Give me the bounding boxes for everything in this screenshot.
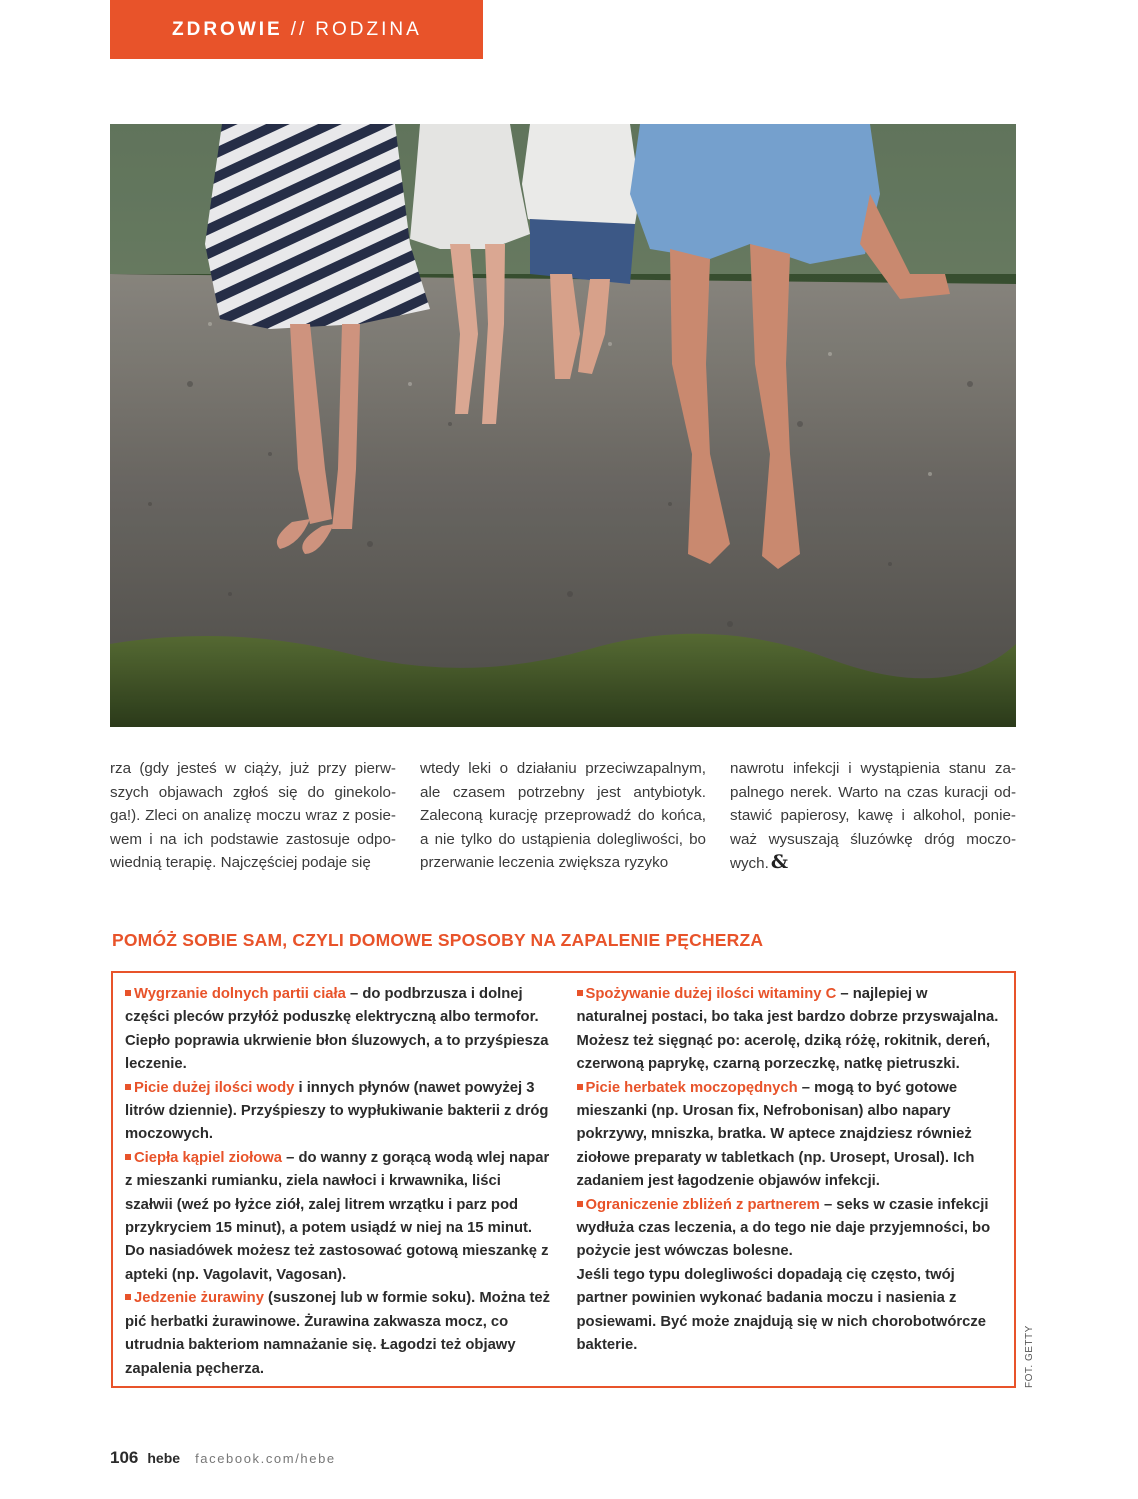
bullet-icon	[125, 1084, 131, 1090]
tip-text: – do wanny z gorącą wodą wlej napar z mieszanki rumianku, ziela nawłoci i krwawnika, liści szałwii (weź po łyżce ziół, zalej litrem wrzątku i parz pod przykryciem 15 minut), a potem usiądź w niej na 15 minut. Do nasiadówek możesz też zastosować gotową mieszankę z apteki (np. Vagolavit, Vagosan).	[125, 1149, 550, 1283]
tip-highlight: Wygrzanie dolnych partii ciała	[134, 986, 346, 1002]
bullet-icon	[577, 1201, 583, 1207]
bullet-icon	[577, 990, 583, 996]
section-separator: //	[290, 18, 308, 40]
tip-text: – do podbrzusza i dolnej części pleców przyłóż poduszkę elektryczną albo termofor. Ciepło poprawia ukrwienie błon śluzowych, a to przyśpiesza leczenie.	[125, 986, 549, 1073]
section-tab	[110, 0, 483, 59]
bullet-icon	[125, 990, 131, 996]
tip-highlight: Picie herbatek moczopędnych	[585, 1079, 798, 1096]
tip-highlight: Ciepła kąpiel ziołowa	[134, 1149, 283, 1166]
tip-text: – najlepiej w naturalnej postaci, bo taka jest bardzo dobrze przyswajalna. Możesz też sięgnąć po: acerolę, dziką różę, rokitnik, dereń, czerwoną paprykę, czarną porzeczkę, natkę pietruszki.	[576, 986, 999, 1073]
tip-item	[125, 1287, 551, 1381]
article-column-2	[420, 757, 706, 876]
page-footer	[110, 1448, 336, 1468]
article-text-1: rza (gdy jesteś w ciąży, już przy pierw-szych objawach zgłoś się do ginekolo-ga!). Zleci on analizę moczu wraz z posie-wem i na ich podstawie zastosuje odpo-wiednią terapię. Najczęściej podaje się	[110, 760, 396, 872]
brand-logo: hebe	[147, 1450, 181, 1466]
tips-box	[111, 971, 1016, 1388]
facebook-link[interactable]: facebook.com/hebe	[195, 1451, 336, 1466]
subsection-name: RODZINA	[315, 18, 422, 40]
page-number: 106	[110, 1448, 139, 1467]
article-column-1	[110, 757, 396, 876]
box-title: POMÓŻ SOBIE SAM, CZYLI DOMOWE SPOSOBY NA ZAPALENIE PĘCHERZA	[112, 930, 764, 950]
tip-text: – seks w czasie infekcji wydłuża czas leczenia, a do tego nie daje przyjemności, bo pożycie jest wówczas bolesne.	[576, 1196, 991, 1260]
tip-text: – mogą to być gotowe mieszanki (np. Urosan fix, Nefrobonisan) albo napary pokrzywy, mniszka, bratka. W aptece znajdziesz również ziołowe preparaty w tabletkach (np. Urosept, Urosal). Ich zadaniem jest łagodzenie objawów infekcji.	[576, 1079, 975, 1190]
article-column-3	[730, 757, 1016, 876]
tip-item	[125, 983, 551, 1077]
bullet-icon	[577, 1084, 583, 1090]
article-text-3: nawrotu infekcji i wystąpienia stanu za-palnego nerek. Warto na czas kuracji od-stawić papierosy, kawę i alkohol, ponie-waż wysuszają śluzówkę dróg moczo-wych.	[730, 760, 1016, 873]
article-columns	[110, 757, 1016, 876]
article-text-2: wtedy leki o działaniu przeciwzapalnym, ale czasem potrzebny jest antybiotyk. Zaleconą kurację przeprowadź do końca, a nie tylko do ustąpienia dolegliwości, bo przerwanie leczenia zwiększa ryzyko	[420, 760, 706, 872]
tip-highlight: Picie dużej ilości wody	[134, 1079, 295, 1096]
tip-item	[125, 1147, 551, 1287]
tip-highlight: Jedzenie żurawiny	[134, 1290, 264, 1307]
tip-item	[577, 1077, 1003, 1194]
tip-highlight: Spożywanie dużej ilości witaminy C	[585, 986, 837, 1002]
article-text-3-wrap	[730, 757, 1016, 876]
tip-item	[577, 1194, 1003, 1264]
photo-credit: FOT. GETTY	[1024, 1325, 1035, 1388]
family-sitting-on-wall-photo	[110, 124, 1016, 727]
end-mark-icon: &	[770, 851, 788, 874]
tips-column-right	[577, 983, 1003, 1386]
tip-closing: Jeśli tego typu dolegliwości dopadają cię często, twój partner powinien wykonać badania moczu i nasienia z posiewami. Być może znajdują się w nich chorobotwórcze bakterie.	[576, 1266, 986, 1354]
tip-text: i innych płynów (nawet powyżej 3 litrów dziennie). Przyśpieszy to wypłukiwanie bakterii z dróg moczowych.	[125, 1079, 549, 1143]
tip-item	[125, 1077, 551, 1147]
tip-text: (suszonej lub w formie soku). Można też pić herbatki żurawinowe. Żurawina zakwasza mocz, co utrudnia bakteriom namnażanie się. Łagodzi też objawy zapalenia pęcherza.	[125, 1290, 551, 1377]
tip-item	[577, 983, 1003, 1077]
bullet-icon	[125, 1294, 131, 1300]
tips-column-left	[125, 983, 551, 1386]
section-name: ZDROWIE	[172, 18, 283, 40]
bullet-icon	[125, 1154, 131, 1160]
tip-highlight: Ograniczenie zbliżeń z partnerem	[585, 1196, 820, 1213]
